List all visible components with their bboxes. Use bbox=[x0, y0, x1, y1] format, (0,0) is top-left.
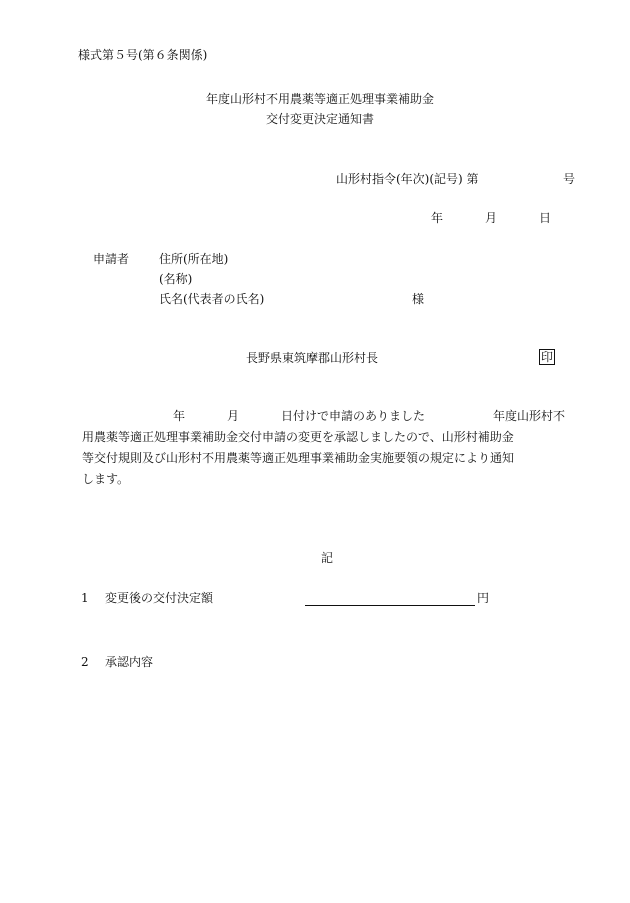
item-1-number: 1 bbox=[81, 591, 89, 605]
date-year: 年 bbox=[431, 211, 444, 225]
reference-prefix: 山形村指令(年次)(記号) 第 bbox=[336, 172, 479, 186]
form-label: 様式第５号(第６条関係) bbox=[78, 48, 208, 62]
ki-heading: 記 bbox=[321, 551, 334, 565]
body-year: 年 bbox=[173, 409, 186, 423]
applicant-rep-name: 氏名(代表者の氏名) bbox=[159, 292, 265, 306]
body-month: 月 bbox=[227, 409, 240, 423]
body-line-3: 等交付規則及び山形村不用農薬等適正処理事業補助金実施要領の規定により通知 bbox=[82, 451, 515, 465]
body-line1-rest: 日付けで申請のありました bbox=[281, 409, 426, 423]
item-2-label: 承認内容 bbox=[105, 655, 154, 669]
title-line-1: 年度山形村不用農薬等適正処理事業補助金 bbox=[205, 92, 434, 106]
title-line-2: 交付変更決定通知書 bbox=[265, 112, 374, 126]
item-1-unit: 円 bbox=[477, 591, 490, 605]
item-1-label: 変更後の交付決定額 bbox=[105, 591, 214, 605]
seal-mark: 印 bbox=[541, 350, 554, 364]
date-month: 月 bbox=[485, 211, 498, 225]
amount-underline bbox=[305, 593, 475, 606]
date-day: 日 bbox=[539, 211, 552, 225]
issuer-title: 長野県東筑摩郡山形村長 bbox=[246, 351, 379, 365]
item-2-number: 2 bbox=[81, 655, 89, 669]
reference-suffix: 号 bbox=[563, 172, 576, 186]
applicant-address: 住所(所在地) bbox=[159, 252, 229, 266]
applicant-name-org: (名称) bbox=[159, 272, 193, 286]
applicant-honorific: 様 bbox=[412, 292, 425, 306]
body-line1-end: 年度山形村不 bbox=[493, 409, 566, 423]
applicant-label: 申請者 bbox=[93, 252, 130, 266]
body-line-4: します。 bbox=[82, 472, 130, 486]
amount-field bbox=[305, 590, 489, 606]
body-line-2: 用農薬等適正処理事業補助金交付申請の変更を承認しましたので、山形村補助金 bbox=[82, 430, 514, 444]
